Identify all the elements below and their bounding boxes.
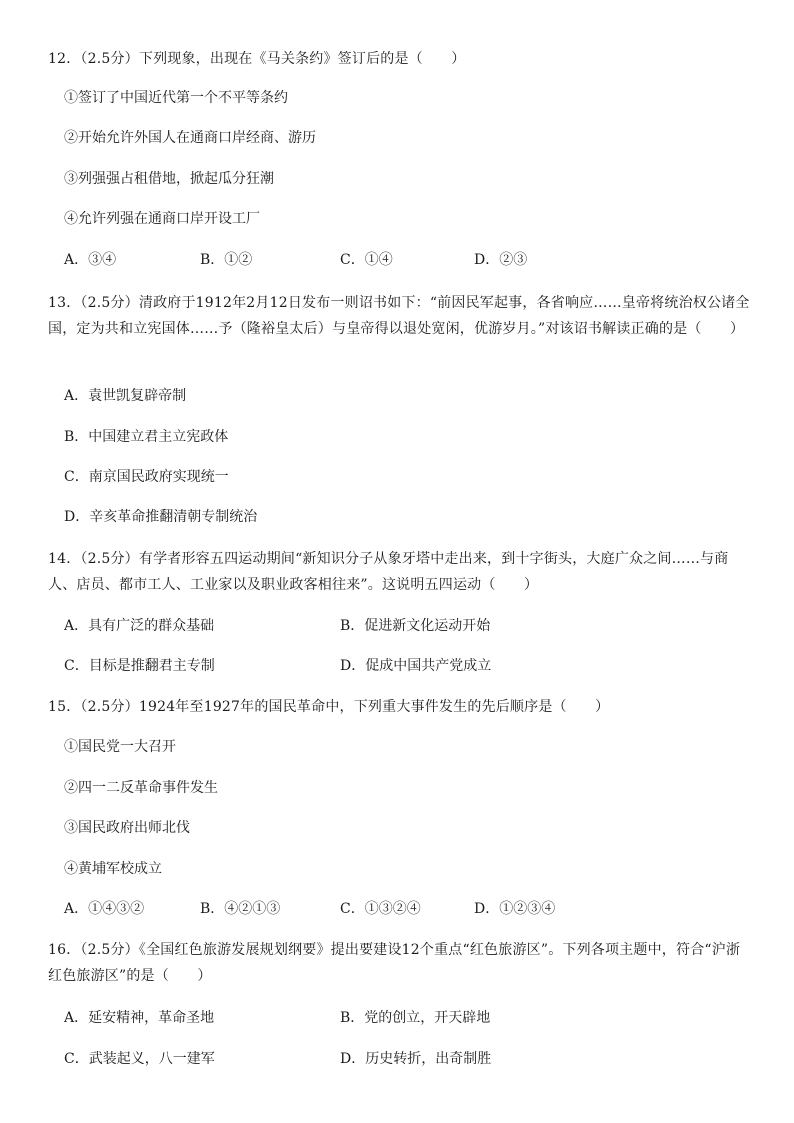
question-15-stem: 15．（2.5分）1924年至1927年的国民革命中，下列重大事件发生的先后顺序是（ ） — [48, 699, 610, 715]
question-12-option-a[interactable]: A．③④ — [64, 252, 117, 268]
question-12-option-d[interactable]: D．②③ — [474, 252, 528, 268]
question-15-statement-2: ②四一二反革命事件发生 — [64, 780, 218, 796]
question-15-option-c[interactable]: C．①③②④ — [340, 901, 421, 917]
question-14-option-c[interactable]: C．目标是推翻君主专制 — [64, 658, 215, 674]
question-15-statement-3: ③国民政府出师北伐 — [64, 820, 190, 836]
question-16-stem: 16．（2.5分）《全国红色旅游发展规划纲要》提出要建设12个重点“红色旅游区”。下列各项主题中，符合“沪浙红色旅游区”的是（ ） — [48, 942, 741, 984]
question-16-option-d[interactable]: D．历史转折，出奇制胜 — [340, 1051, 492, 1067]
question-13-option-d[interactable]: D．辛亥革命推翻清朝专制统治 — [64, 509, 258, 525]
question-12-option-b[interactable]: B．①② — [200, 252, 253, 268]
question-12-option-c[interactable]: C．①④ — [340, 252, 393, 268]
question-12-statement-2: ②开始允许外国人在通商口岸经商、游历 — [64, 130, 316, 146]
question-15-statement-1: ①国民党一大召开 — [64, 739, 176, 755]
question-12-statement-4: ④允许列强在通商口岸开设工厂 — [64, 211, 260, 227]
question-14-option-b[interactable]: B．促进新文化运动开始 — [340, 618, 491, 634]
question-12-statement-1: ①签订了中国近代第一个不平等条约 — [64, 90, 288, 106]
question-12-stem: 12．（2.5分）下列现象，出现在《马关条约》签订后的是（ ） — [48, 51, 466, 67]
question-16-option-a[interactable]: A．延安精神，革命圣地 — [64, 1010, 215, 1026]
question-15-option-a[interactable]: A．①④③② — [64, 901, 145, 917]
question-13-stem: 13．（2.5分）清政府于1912年2月12日发布一则诏书如下：“前因民军起事，各省响应……皇帝将统治权公诸全国，定为共和立宪国体……予（隆裕皇太后）与皇帝得以退处宽闲，优游岁月。”对该诏书解读正确的是（ ） — [48, 295, 750, 337]
question-16-option-b[interactable]: B．党的创立，开天辟地 — [340, 1010, 491, 1026]
question-15-statement-4: ④黄埔军校成立 — [64, 861, 162, 877]
question-14-stem: 14．（2.5分）有学者形容五四运动期间“新知识分子从象牙塔中走出来，到十字街头，大庭广众之间……与商人、店员、都市工人、工业家以及职业政客相往来”。这说明五四运动（ ） — [48, 551, 729, 593]
question-15-option-b[interactable]: B．④②①③ — [200, 901, 281, 917]
question-14-option-d[interactable]: D．促成中国共产党成立 — [340, 658, 492, 674]
question-16-option-c[interactable]: C．武装起义，八一建军 — [64, 1051, 215, 1067]
question-15-option-d[interactable]: D．①②③④ — [474, 901, 556, 917]
question-13-option-b[interactable]: B．中国建立君主立宪政体 — [64, 429, 229, 445]
question-12-statement-3: ③列强强占租借地，掀起瓜分狂潮 — [64, 171, 274, 187]
question-13-option-a[interactable]: A．袁世凯复辟帝制 — [64, 388, 187, 404]
question-13-option-c[interactable]: C．南京国民政府实现统一 — [64, 469, 229, 485]
question-14-option-a[interactable]: A．具有广泛的群众基础 — [64, 618, 215, 634]
